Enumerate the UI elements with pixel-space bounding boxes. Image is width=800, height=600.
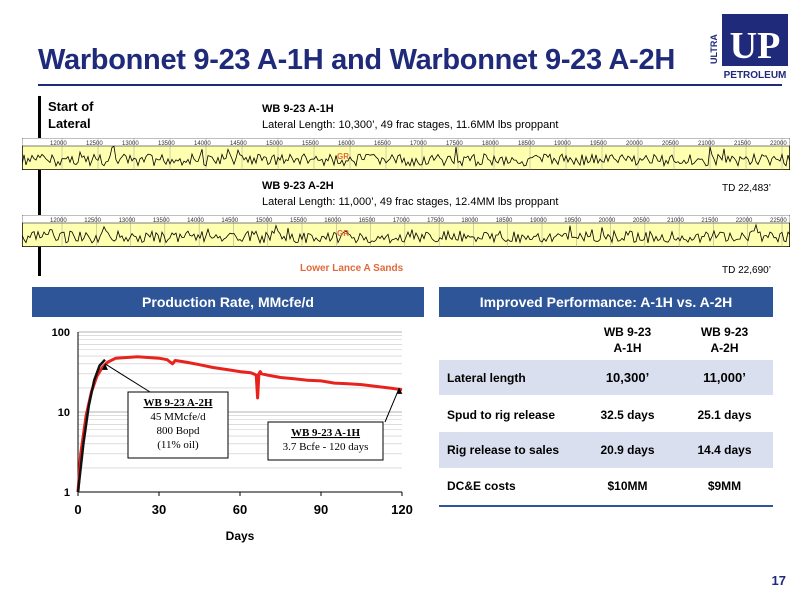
well1-tick-label: 18000	[482, 141, 499, 147]
y-tick-label: 10	[57, 407, 70, 419]
a1h-header-line1: WB 9-23	[603, 325, 652, 339]
performance-table	[439, 320, 773, 504]
well2-tick-label: 17000	[392, 218, 410, 224]
table-row	[439, 360, 773, 396]
well1-tick-label: 17000	[410, 141, 427, 147]
a2h-header-line1: WB 9-23	[700, 325, 749, 339]
well2-tick-label: 13500	[152, 218, 170, 224]
well2-tick-label: 20000	[598, 218, 616, 224]
a1h-callout-line: 3.7 Bcfe - 120 days	[282, 441, 369, 453]
production-rate-header: Production Rate, MMcfe/d	[32, 287, 424, 317]
lower-lance-label: Lower Lance A Sands	[300, 263, 404, 274]
well1-tick-label: 18500	[518, 141, 535, 147]
well1-tick-label: 13500	[158, 141, 175, 147]
well1-tick-label: 21500	[734, 141, 751, 147]
x-tick-label: 120	[391, 502, 413, 517]
x-tick-label: 30	[151, 502, 167, 517]
row-a2h-value: $9MM	[707, 479, 742, 493]
well2-tick-label: 22000	[735, 218, 753, 224]
well2-tick-label: 21500	[701, 218, 719, 224]
well2-tick-label: 13000	[118, 218, 136, 224]
well2-tick-label: 22500	[770, 218, 787, 224]
table-header-a1h	[579, 320, 676, 360]
production-rate-chart	[30, 322, 420, 547]
well2-tick-label: 12000	[50, 218, 67, 224]
table-header-blank	[439, 320, 579, 360]
a1h-callout-title: WB 9-23 A-1H	[290, 427, 361, 439]
well1-tick-label: 19000	[554, 141, 571, 147]
well1-tick-label: 14000	[194, 141, 211, 147]
well1-tick-label: 14500	[230, 141, 247, 147]
well2-tick-label: 14500	[221, 218, 239, 224]
start-of-lateral-line2: Lateral	[48, 116, 91, 131]
well2-tick-label: 18500	[495, 218, 513, 224]
table-bottom-rule	[439, 505, 773, 507]
table-row	[439, 396, 773, 432]
well2-tick-label: 19000	[530, 218, 547, 224]
well2-tick-label: 18000	[461, 218, 479, 224]
well2-tick-label: 16000	[324, 218, 341, 224]
row-a1h-value: $10MM	[607, 479, 648, 493]
row-label: DC&E costs	[447, 479, 516, 493]
row-a1h-value: 10,300’	[579, 360, 676, 396]
well1-tick-label: 17500	[446, 141, 463, 147]
well2-td: TD 22,690’	[722, 265, 771, 276]
ultra-petroleum-logo	[708, 12, 790, 84]
performance-header: Improved Performance: A-1H vs. A-2H	[439, 287, 773, 317]
row-a2h-value: 11,000’	[676, 360, 773, 396]
x-tick-label: 0	[74, 502, 82, 517]
row-label: Lateral length	[439, 360, 579, 396]
logo-ultra-text: ULTRA	[709, 34, 719, 64]
logo-petroleum-text: PETROLEUM	[723, 70, 787, 81]
page-title: Warbonnet 9-23 A-1H and Warbonnet 9-23 A-2H	[38, 44, 675, 76]
row-a1h-value: 32.5 days	[600, 407, 655, 422]
table-header-a2h	[676, 320, 773, 360]
page-number: 17	[771, 573, 786, 588]
well2-gr-label: GR	[337, 229, 349, 238]
title-underline	[38, 84, 782, 86]
well1-tick-label: 13000	[122, 141, 139, 147]
a2h-callout-title: WB 9-23 A-2H	[143, 397, 213, 409]
well2-tick-label: 16500	[358, 218, 376, 224]
series-line-wb-9-23-a-1h	[78, 360, 105, 492]
a2h-callout-line: 800 Bopd	[156, 425, 200, 437]
well1-tick-label: 16500	[374, 141, 391, 147]
well1-tick-label: 19500	[590, 141, 607, 147]
well1-gr-label: GR	[337, 152, 349, 161]
table-row	[439, 432, 773, 468]
well2-details: Lateral Length: 11,000’, 49 frac stages, 12.4MM lbs proppant	[262, 196, 559, 208]
well2-tick-label: 20500	[632, 218, 650, 224]
well2-tick-label: 21000	[667, 218, 684, 224]
well2-gr-log	[22, 215, 790, 247]
well2-tick-label: 12500	[84, 218, 101, 224]
row-a2h-value: 14.4 days	[676, 432, 773, 468]
well1-tick-label: 21000	[698, 141, 715, 147]
well2-tick-label: 17500	[427, 218, 444, 224]
start-of-lateral-marker	[38, 96, 41, 276]
x-axis-label: Days	[225, 529, 255, 543]
well1-tick-label: 16000	[338, 141, 355, 147]
well1-tick-label: 22000	[770, 141, 787, 147]
well2-tick-label: 14000	[187, 218, 204, 224]
x-tick-label: 60	[232, 502, 248, 517]
well1-tick-label: 12000	[50, 141, 67, 147]
row-a2h-value: 25.1 days	[697, 407, 752, 422]
row-label: Rig release to sales	[439, 432, 579, 468]
well1-gr-log	[22, 138, 790, 170]
row-a1h-value: 20.9 days	[579, 432, 676, 468]
start-of-lateral-line1: Start of	[48, 99, 94, 114]
well2-tick-label: 15500	[290, 218, 307, 224]
table-row	[439, 468, 773, 504]
well1-name: WB 9-23 A-1H	[262, 103, 334, 115]
well2-name: WB 9-23 A-2H	[262, 180, 334, 192]
row-label: Spud to rig release	[447, 407, 556, 422]
well1-tick-label: 15500	[302, 141, 319, 147]
well1-tick-label: 12500	[86, 141, 103, 147]
well1-tick-label: 20000	[626, 141, 643, 147]
well1-tick-label: 20500	[662, 141, 679, 147]
well2-tick-label: 15000	[255, 218, 273, 224]
well1-tick-label: 15000	[266, 141, 283, 147]
well1-details: Lateral Length: 10,300’, 49 frac stages, 11.6MM lbs proppant	[262, 119, 559, 131]
well1-td: TD 22,483’	[722, 183, 771, 194]
start-of-lateral-label	[48, 98, 94, 132]
a2h-callout-line: 45 MMcfe/d	[150, 411, 206, 423]
a1h-header-line2: A-1H	[613, 341, 642, 355]
logo-up-text: UP	[729, 25, 781, 67]
y-tick-label: 1	[63, 487, 70, 499]
well2-tick-label: 19500	[564, 218, 581, 224]
a2h-callout-line: (11% oil)	[157, 439, 199, 451]
a2h-header-line2: A-2H	[710, 341, 739, 355]
y-tick-label: 100	[51, 327, 70, 339]
x-tick-label: 90	[313, 502, 329, 517]
